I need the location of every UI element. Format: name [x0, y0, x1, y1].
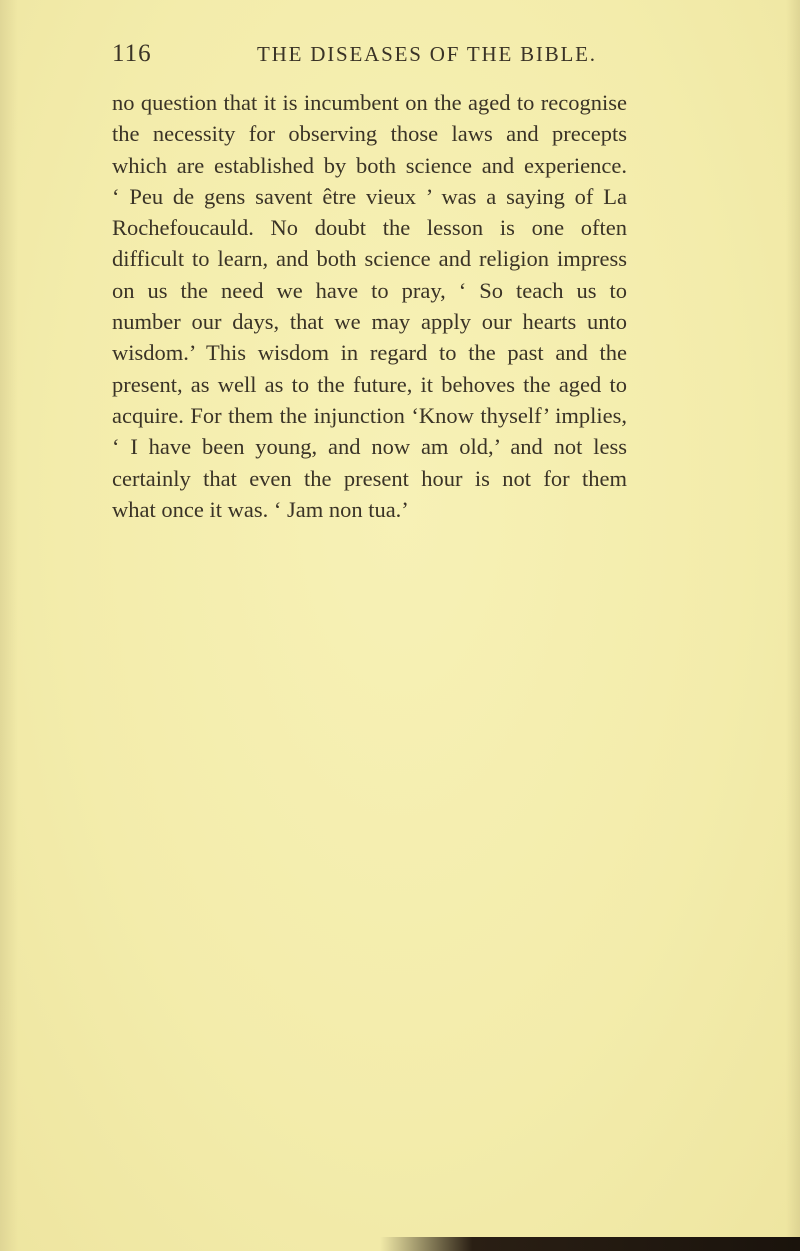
text-line: on us the need we have to pray, ‘ So teach us to: [112, 277, 627, 303]
text-line: the necessity for observing those laws and precepts: [112, 121, 627, 147]
text-line: present, as well as to the future, it behoves the aged to: [112, 371, 627, 397]
text-line: wisdom.’ This wisdom in regard to the past and the: [112, 340, 627, 366]
page-gutter-shadow: [0, 0, 18, 1251]
page-edge-shadow: [786, 0, 800, 1251]
text-line: ‘ I have been young, and now am old,’ and not less: [112, 434, 627, 460]
text-line-last: what once it was. ‘ Jam non tua.’: [112, 496, 409, 522]
running-head: THE DISEASES OF THE BIBLE.: [257, 42, 597, 66]
text-line: no question that it is incumbent on the aged to recognise: [112, 90, 627, 115]
text-line: acquire. For them the injunction ‘Know thyself’ implies,: [112, 402, 627, 428]
body-paragraph: [112, 87, 627, 525]
page-header: [112, 40, 622, 80]
text-line: certainly that even the present hour is not for them: [112, 465, 627, 491]
text-line: which are established by both science and experience.: [112, 152, 627, 178]
page-bottom-edge: [380, 1237, 800, 1251]
text-line: ‘ Peu de gens savent être vieux ’ was a saying of La: [112, 183, 627, 209]
text-line: difficult to learn, and both science and religion impress: [112, 246, 627, 272]
page-number: 116: [112, 40, 152, 67]
text-line: number our days, that we may apply our hearts unto: [112, 309, 627, 335]
text-line: Rochefoucauld. No doubt the lesson is one often: [112, 215, 627, 241]
